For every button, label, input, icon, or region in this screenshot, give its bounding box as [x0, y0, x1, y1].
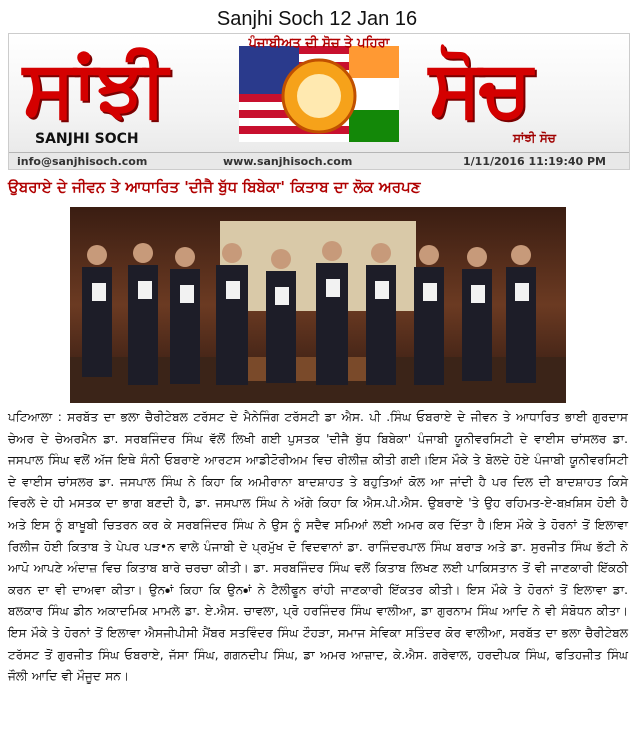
masthead-tagline: ਪੰਜਾਬੀਅਤ ਦੀ ਸੋਚ ਤੇ ਪਹਿਰਾ: [248, 36, 390, 51]
book-release-photo: [70, 207, 566, 403]
article-body: [8, 407, 628, 688]
masthead-info-bar: [9, 152, 629, 170]
masthead-logo-left: ਸਾਂਝੀ: [23, 44, 166, 134]
masthead-brand-english: SANJHI SOCH: [35, 131, 139, 147]
masthead-datetime: 1/11/2016 11:19:40 PM: [463, 155, 606, 168]
masthead-website[interactable]: www.sanjhisoch.com: [223, 155, 353, 168]
flags-emblem-background: [239, 46, 399, 142]
masthead-email[interactable]: info@sanjhisoch.com: [17, 155, 148, 168]
masthead-brand-punjabi: ਸਾਂਝੀ ਸੋਚ: [513, 131, 556, 145]
masthead-logo-right: ਸੋਚ: [429, 44, 530, 134]
newspaper-masthead: [8, 33, 630, 170]
clipping-caption: Sanjhi Soch 12 Jan 16: [216, 8, 418, 30]
article-paragraph: ਪਟਿਆਲਾ : ਸਰਬੱਤ ਦਾ ਭਲਾ ਚੈਰੀਟੇਬਲ ਟਰੱਸਟ ਦੇ ਮੈਨੇਜਿੰਗ ਟਰੱਸਟੀ ਡਾ ਐਸ. ਪੀ .ਸਿੰਘ ਓਬਰਾਏ ਦੇ ਜੀਵਨ ਤੇ ਆਧਾਰਿਤ ਭਾਈ ਗੁਰਦਾਸ ਚੇਅਰ ਦੇ ਚੇਅਰਮੈਨ ਡਾ. ਸਰਬਜਿੰਦਰ ਸਿੰਘ ਵੱਲੋਂ ਲਿਖੀ ਗਈ ਪੁਸਤਕ 'ਦੀਜੈ ਬੁੱਧ ਬਿਬੇਕਾ' ਪੰਜਾਬੀ ਯੂਨੀਵਰਸਿਟੀ ਦੇ ਵਾਈਸ ਚਾਂਸਲਰ ਡਾ. ਜਸਪਾਲ ਸਿੰਘ ਵਲੋਂ ਅੱਜ ਇਥੇ ਸੰਨੀ ਓਬਰਾਏ ਆਰਟਸ ਆਡੀਟੋਰੀਅਮ ਵਿਚ ਰੀਲੀਜ਼ ਕੀਤੀ ਗਈ।ਇਸ ਮੌਕੇ ਤੇ ਬੋਲਦੇ ਹੋਏ ਪੰਜਾਬੀ ਯੂਨੀਵਰਸਿਟੀ ਦੇ ਵਾਈਸ ਚਾਂਸਲਰ ਡਾ. ਜਸਪਾਲ ਸਿੰਘ ਨੇ ਕਿਹਾ ਕਿ ਅਮੀਰਾਨਾ ਬਾਦਸ਼ਾਹਤ ਤੇ ਬਹੁਤਿਆਂ ਕੋਲ ਆ ਜਾਂਦੀ ਹੈ ਪਰ ਦਿਲ ਦੀ ਬਾਦਸ਼ਾਹਤ ਕਿਸੇ ਵਿਰਲੇ ਦੇ ਹੀ ਮਸਤਕ ਦਾ ਭਾਗ ਬਣਦੀ ਹੈ, ਡਾ. ਜਸਪਾਲ ਸਿੰਘ ਨੇ ਅੱਗੇ ਕਿਹਾ ਕਿ ਐਸ.ਪੀ.ਐਸ. ਉਬਰਾਏ 'ਤੇ ਉਹ ਰਹਿਮਤ-ਏ-ਬਖ਼ਸ਼ਿਸ ਹੋਈ ਹੈ ਅਤੇ ਇਸ ਨੂੰ ਬਾਖੂਬੀ ਚਿਤਰਨ ਕਰ ਕੇ ਸਰਬਜਿੰਦਰ ਸਿੰਘ ਨੇ ਉਸ ਨੂੰ ਸਦੈਵ ਸਮਿਆਂ ਲਈ ਅਮਰ ਕਰ ਦਿੱਤਾ ਹੈ।ਇਸ ਮੌਕੇ ਤੇ ਹੋਰਨਾਂ ਤੋਂ ਇਲਾਵਾ ਰਿਲੀਜ ਹੋਈ ਕਿਤਾਬ ਤੇ ਪੇਪਰ ਪੜ•ਨ ਵਾਲੇ ਪੰਜਾਬੀ ਦੇ ਪ੍ਰਮੁੱਖ ਦੋ ਵਿਦਵਾਨਾਂ ਡਾ. ਰਾਜਿੰਦਰਪਾਲ ਸਿੰਘ ਬਰਾੜ ਅਤੇ ਡਾ. ਸੁਰਜੀਤ ਸਿੰਘ ਭੱਟੀ ਨੇ ਆਪੋ ਆਪਣੇ ਅੰਦਾਜ਼ ਵਿਚ ਕਿਤਾਬ ਬਾਰੇ ਚਰਚਾ ਕੀਤੀ। ਡਾ. ਸਰਬਜਿੰਦਰ ਸਿੰਘ ਵਲੋਂ ਕਿਤਾਬ ਲਿਖਣ ਲਈ ਪਾਕਿਸਤਾਨ ਤੋਂ ਵੀ ਜਾਣਕਾਰੀ ਇੱਕਠੀ ਕਰਨ ਦਾ ਵੀ ਦਾਅਵਾ ਕੀਤਾ। ਉਨ•ਾਂ ਕਿਹਾ ਕਿ ਉਨ•ਾਂ ਨੇ ਟੈਲੀਫੂਨ ਰਾਂਹੀ ਜਾਣਕਾਰੀ ਇੱਕਤਰ ਕੀਤੀ। ਇਸ ਮੌਕੇ ਤੇ ਹੋਰਨਾਂ ਤੋਂ ਇਲਾਵਾ ਡਾ. ਬਲਕਾਰ ਸਿੰਘ ਡੀਨ ਅਕਾਦਮਿਕ ਮਾਮਲੇ ਡਾ. ਏ.ਐਸ. ਚਾਵਲਾ, ਪ੍ਰੋ ਹਰਜਿੰਦਰ ਸਿੰਘ ਵਾਲੀਆ, ਡਾ ਗੁਰਨਾਮ ਸਿੰਘ ਆਦਿ ਨੇ ਵੀ ਸੰਬੋਧਨ ਕੀਤਾ। ਇਸ ਮੌਕੇ ਤੇ ਹੋਰਨਾਂ ਤੋਂ ਇਲਾਵਾ ਐਸਜੀਪੀਸੀ ਮੈਂਬਰ ਸਤਵਿੰਦਰ ਸਿੰਘ ਟੌਹੜਾ, ਸਮਾਜ ਸੇਵਿਕਾ ਸਤਿੰਦਰ ਕੋਰ ਵਾਲੀਆ, ਸਰਬੱਤ ਦਾ ਭਲਾ ਚੈਰੀਟੇਬਲ ਟਰੱਸਟ ਤੋਂ ਗੁਰਜੀਤ ਸਿੰਘ ਓਬਰਾਏ, ਜੱਸਾ ਸਿੰਘ, ਗਗਨਦੀਪ ਸਿੰਘ, ਡਾ ਅਮਰ ਆਜ਼ਾਦ, ਕੇ.ਐਸ. ਗਰੇਵਾਲ, ਹਰਦੀਪਕ ਸਿੰਘ, ਫਤਿਹਜੀਤ ਸਿੰਘ ਜੌਲੀ ਆਦਿ ਵੀ ਮੌਜੂਦ ਸਨ।: [8, 410, 628, 684]
article-headline: ਉਬਰਾਏ ਦੇ ਜੀਵਨ ਤੇ ਆਧਾਰਿਤ 'ਦੀਜੈ ਬੁੱਧ ਬਿਬੇਕਾ' ਕਿਤਾਬ ਦਾ ਲੋਕ ਅਰਪਣ: [8, 178, 421, 196]
